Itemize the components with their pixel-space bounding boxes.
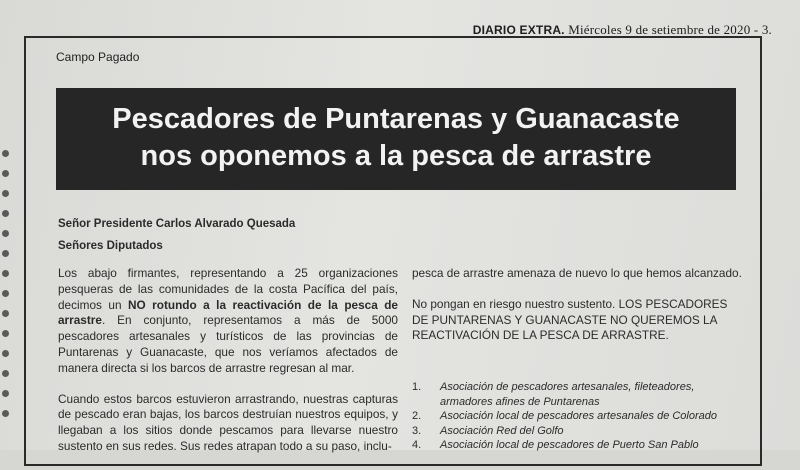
binding-hole — [2, 230, 9, 237]
binding-holes — [2, 150, 12, 430]
list-item — [412, 409, 747, 424]
salutation — [58, 213, 295, 257]
headline-line: Pescadores de Puntarenas y Guanacaste — [112, 103, 680, 135]
binding-hole — [2, 290, 9, 297]
binding-hole — [2, 350, 9, 357]
salutation-deputies: Señores Diputados — [58, 240, 163, 252]
binding-hole — [2, 390, 9, 397]
paid-section-label: Campo Pagado — [56, 50, 140, 64]
binding-hole — [2, 190, 9, 197]
list-number: 4. — [412, 439, 422, 451]
page-number: - 3. — [753, 22, 772, 37]
salutation-president: Señor Presidente Carlos Alvarado Quesada — [58, 218, 296, 230]
binding-hole — [2, 150, 9, 157]
headline-line: nos oponemos a la pesca de arrastre — [140, 140, 652, 172]
body-text: . En conjunto, representamos a más de 5000 pescadores artesanales y turísticos de las provincias de Puntarenas y Guanacaste, que nos veríamos afectados de manera directa si los barcos de arrastre regresan al mar. — [58, 313, 398, 375]
binding-hole — [2, 250, 9, 257]
list-number: 2. — [412, 410, 422, 422]
body-paragraph: No pongan en riesgo nuestro sustento. LOS PESCADORES DE PUNTARENAS Y GUANACASTE NO QUEREMOS LA REACTIVACIÓN DE LA PESCA DE ARRASTRE. — [412, 296, 728, 343]
organization-name: Asociación local de pescadores artesanales de Colorado — [440, 410, 718, 422]
body-column-right — [412, 266, 747, 359]
list-item — [412, 438, 747, 453]
organization-name: Asociación local de pescadores de Puerto San Pablo — [440, 439, 699, 451]
body-paragraph: Cuando estos barcos estuvieron arrastrando, nuestras capturas de pescado eran bajas, los barcos destruían nuestros equipos, y llegaban a los sitios donde pescamos para llevarse nuestro sustento en sus redes. Sus redes atrapan todo a su paso, inclu- — [58, 391, 398, 453]
body-text-bold: NO rotundo a la reactivación de la pesca de arrastre — [58, 297, 398, 328]
list-item — [412, 424, 747, 439]
list-item — [412, 380, 747, 409]
binding-hole — [2, 210, 9, 217]
binding-hole — [2, 170, 9, 177]
headline-banner — [56, 88, 736, 190]
issue-date: Miércoles 9 de setiembre de 2020 — [568, 22, 751, 37]
body-text: Los abajo firmantes, representando a 25 organizaciones pesqueras de las comunidades de la costa Pacífica del país, decimos un — [58, 266, 398, 312]
organization-name: Asociación Red del Golfo — [440, 424, 564, 437]
newspaper-name: DIARIO EXTRA. — [472, 23, 565, 37]
binding-hole — [2, 410, 9, 417]
binding-hole — [2, 310, 9, 317]
list-number: 3. — [412, 424, 422, 437]
body-paragraph — [58, 266, 398, 377]
body-paragraph: pesca de arrastre amenaza de nuevo lo que hemos alcanzado. — [412, 266, 742, 280]
binding-hole — [2, 330, 9, 337]
list-number: 1. — [412, 381, 422, 393]
binding-hole — [2, 270, 9, 277]
organization-list — [412, 380, 747, 453]
binding-hole — [2, 370, 9, 377]
organization-name: Asociación de pescadores artesanales, fileteadores, armadores afines de Puntarenas — [440, 381, 695, 408]
body-column-left — [58, 266, 398, 470]
